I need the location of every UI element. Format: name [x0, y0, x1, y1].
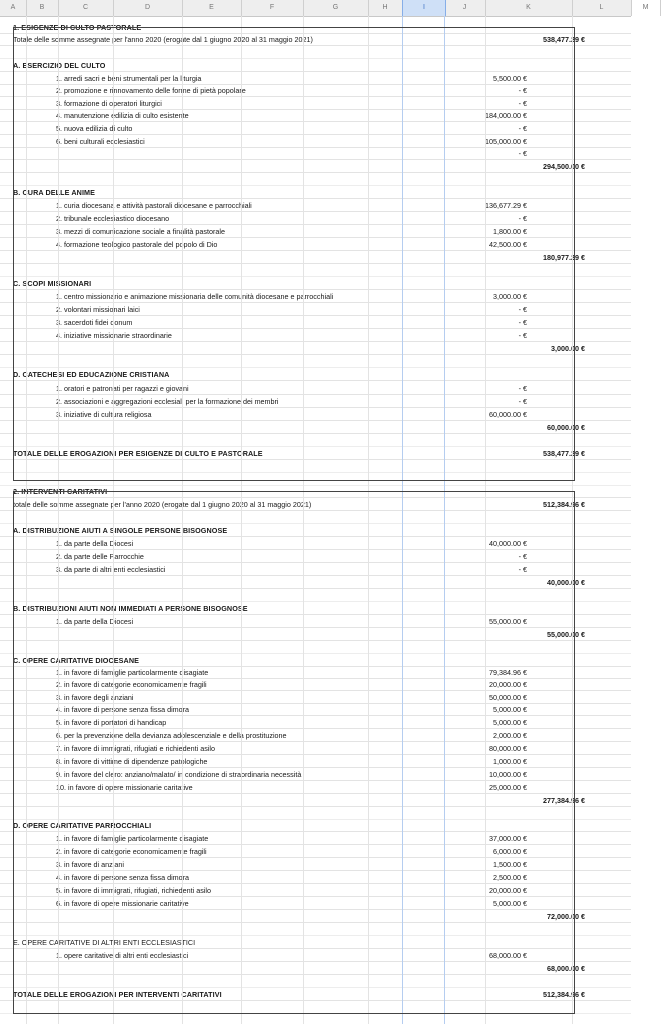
item-label-cell[interactable]: 5. nuova edilizia di culto [56, 124, 133, 133]
row-title-cell[interactable]: TOTALE DELLE EROGAZIONI PER ESIGENZE DI CULTO E PASTORALE [13, 449, 263, 458]
item-label-cell[interactable]: 1. opere caritative di altri enti ecclesiastici [56, 951, 189, 960]
item-label-cell[interactable]: 6. in favore di opere missionarie caritative [56, 899, 189, 908]
item-label-cell[interactable]: 3. iniziative di cultura religiosa [56, 410, 152, 419]
item-label-cell[interactable]: 2. tribunale ecclesiastico diocesano [56, 214, 170, 223]
amount-cell[interactable]: - € [518, 99, 527, 108]
item-label-cell[interactable]: 4. iniziative missionarie straordinarie [56, 331, 172, 340]
row-title-cell[interactable]: E. OPERE CARITATIVE DI ALTRI ENTI ECCLESIASTICI [13, 938, 196, 947]
item-label-cell[interactable]: 6. per la prevenzione della devianza adolescenziale e della prostituzione [56, 731, 287, 740]
item-label-cell[interactable]: 1. in favore di famiglie particolarmente disagiate [56, 668, 209, 677]
subtotal-cell[interactable]: 55,000.00 € [547, 630, 585, 639]
row-title-cell[interactable]: C. OPERE CARITATIVE DIOCESANE [13, 656, 140, 665]
item-label-cell[interactable]: 3. da parte di altri enti ecclesiastici [56, 565, 166, 574]
item-label-cell[interactable]: 3. in favore di anziani [56, 860, 124, 869]
column-header-g[interactable]: G [303, 0, 369, 16]
amount-cell[interactable]: 3,000.00 € [493, 292, 527, 301]
item-label-cell[interactable]: 1. centro missionario e animazione missionaria delle comunità diocesane e parrocchiali [56, 292, 334, 301]
amount-cell[interactable]: - € [518, 124, 527, 133]
item-label-cell[interactable]: 3. mezzi di comunicazione sociale a finalità pastorale [56, 227, 225, 236]
item-label-cell[interactable]: 3. formazione di operatori liturgici [56, 99, 162, 108]
amount-cell[interactable]: - € [518, 305, 527, 314]
amount-cell[interactable]: - € [518, 552, 527, 561]
amount-cell[interactable]: 25,000.00 € [489, 783, 527, 792]
item-label-cell[interactable]: 6. beni culturali ecclesiastici [56, 137, 145, 146]
row-title-cell[interactable]: TOTALE DELLE EROGAZIONI PER INTERVENTI CARITATIVI [13, 990, 222, 999]
amount-cell[interactable]: - € [518, 149, 527, 158]
subtotal-cell[interactable]: 3,000.00 € [551, 344, 585, 353]
section-border [13, 491, 575, 1014]
column-header-e[interactable]: E [182, 0, 242, 16]
subtotal-cell[interactable]: 512,384.96 € [543, 500, 585, 509]
item-label-cell[interactable]: 3. in favore degli anziani [56, 693, 134, 702]
amount-cell[interactable]: - € [518, 565, 527, 574]
column-header-d[interactable]: D [113, 0, 183, 16]
amount-cell[interactable]: 105,000.00 € [485, 137, 527, 146]
subtotal-cell[interactable]: 512,384.96 € [543, 990, 585, 999]
item-label-cell[interactable]: 4. in favore di persone senza fissa dimora [56, 873, 190, 882]
amount-cell[interactable]: - € [518, 397, 527, 406]
column-header-f[interactable]: F [241, 0, 304, 16]
item-label-cell[interactable]: 7. in favore di immigrati, rifugiati e richiedenti asilo [56, 744, 215, 753]
column-header-k[interactable]: K [485, 0, 573, 16]
amount-cell[interactable]: 10,000.00 € [489, 770, 527, 779]
subtotal-cell[interactable]: 72,000.00 € [547, 912, 585, 921]
row-title-cell[interactable]: D. CATECHESI ED EDUCAZIONE CRISTIANA [13, 370, 170, 379]
section-border [13, 27, 575, 481]
amount-cell[interactable]: 184,000.00 € [485, 111, 527, 120]
amount-cell[interactable]: 5,000.00 € [493, 899, 527, 908]
item-label-cell[interactable]: 1. curia diocesana e attività pastorali diocesane e parrocchiali [56, 201, 252, 210]
row-title-cell[interactable]: B. DISTRIBUZIONI AIUTI NON IMMEDIATI A PERSONE BISOGNOSE [13, 604, 248, 613]
column-header-c[interactable]: C [58, 0, 114, 16]
amount-cell[interactable]: 37,000.00 € [489, 834, 527, 843]
column-header-j[interactable]: J [444, 0, 486, 16]
item-label-cell[interactable]: 1. oratori e patronati per ragazzi e giovani [56, 384, 189, 393]
subtotal-cell[interactable]: 277,384.96 € [543, 796, 585, 805]
item-label-cell[interactable]: 3. sacerdoti fidei donum [56, 318, 133, 327]
amount-cell[interactable]: 5,000.00 € [493, 718, 527, 727]
item-label-cell[interactable]: 1. in favore di famiglie particolarmente disagiate [56, 834, 209, 843]
item-label-cell[interactable]: 2. in favore di categorie economicamente fragili [56, 680, 207, 689]
row-title-cell[interactable]: A. DISTRIBUZIONE AIUTI A SINGOLE PERSONE BISOGNOSE [13, 526, 228, 535]
row-title-cell[interactable]: Totale delle somme assegnate per l'anno 2020 (erogate dal 1 giugno 2020 al 31 maggio 2021) [13, 35, 313, 44]
item-label-cell[interactable]: 5. in favore di immigrati, rifugiati, richiedenti asilo [56, 886, 211, 895]
item-label-cell[interactable]: 1. arredi sacri e beni strumentali per la liturgia [56, 74, 202, 83]
amount-cell[interactable]: 20,000.00 € [489, 680, 527, 689]
amount-cell[interactable]: - € [518, 331, 527, 340]
column-header-l[interactable]: L [572, 0, 632, 16]
row-title-cell[interactable]: D. OPERE CARITATIVE PARROCCHIALI [13, 821, 152, 830]
amount-cell[interactable]: 80,000.00 € [489, 744, 527, 753]
amount-cell[interactable]: 50,000.00 € [489, 693, 527, 702]
column-header-i[interactable]: I [402, 0, 446, 16]
row-title-cell[interactable]: totale delle somme assegnate per l'anno 2020 (erogate dal 1 giugno 2020 al 31 maggio 2021) [13, 500, 312, 509]
amount-cell[interactable]: 1,000.00 € [493, 757, 527, 766]
amount-cell[interactable]: 5,000.00 € [493, 705, 527, 714]
row-title-cell[interactable]: 2. INTERVENTI CARITATIVI [13, 487, 108, 496]
amount-cell[interactable]: 136,677.29 € [485, 201, 527, 210]
item-label-cell[interactable]: 4. in favore di persone senza fissa dimora [56, 705, 190, 714]
item-label-cell[interactable]: 5. in favore di portatori di handicap [56, 718, 167, 727]
amount-cell[interactable]: 6,000.00 € [493, 847, 527, 856]
subtotal-cell[interactable]: 68,000.00 € [547, 964, 585, 973]
item-label-cell[interactable]: 1. da parte della Diocesi [56, 539, 134, 548]
row-title-cell[interactable]: C. SCOPI MISSIONARI [13, 279, 92, 288]
amount-cell[interactable]: - € [518, 214, 527, 223]
amount-cell[interactable]: 20,000.00 € [489, 886, 527, 895]
item-label-cell[interactable]: 4. formazione teologico pastorale del popolo di Dio [56, 240, 218, 249]
row-title-cell[interactable]: 1. ESIGENZE DI CULTO PASTORALE [13, 23, 142, 32]
amount-cell[interactable]: 79,384.96 € [489, 668, 527, 677]
amount-cell[interactable]: 1,800.00 € [493, 227, 527, 236]
subtotal-cell[interactable]: 60,000.00 € [547, 423, 585, 432]
amount-cell[interactable]: - € [518, 384, 527, 393]
column-header-m[interactable]: M [631, 0, 661, 16]
column-header-b[interactable]: B [26, 0, 59, 16]
amount-cell[interactable]: 2,500.00 € [493, 873, 527, 882]
subtotal-cell[interactable]: 180,977.29 € [543, 253, 585, 262]
item-label-cell[interactable]: 2. volontari missionari laici [56, 305, 140, 314]
item-label-cell[interactable]: 2. promozione e rinnovamento delle forme di pietà popolare [56, 86, 246, 95]
item-label-cell[interactable]: 1. da parte della Diocesi [56, 617, 134, 626]
subtotal-cell[interactable]: 40,000.00 € [547, 578, 585, 587]
column-header-a[interactable]: A [0, 0, 27, 16]
item-label-cell[interactable]: 10. in favore di opere missionarie caritative [56, 783, 193, 792]
row-title-cell[interactable]: A. ESERCIZIO DEL CULTO [13, 61, 106, 70]
amount-cell[interactable]: 5,500.00 € [493, 74, 527, 83]
amount-cell[interactable]: 1,500.00 € [493, 860, 527, 869]
amount-cell[interactable]: 60,000.00 € [489, 410, 527, 419]
amount-cell[interactable]: 68,000.00 € [489, 951, 527, 960]
item-label-cell[interactable]: 2. in favore di categorie economicamente fragili [56, 847, 207, 856]
amount-cell[interactable]: 42,500.00 € [489, 240, 527, 249]
item-label-cell[interactable]: 8. in favore di vittime di dipendenze patologiche [56, 757, 208, 766]
amount-cell[interactable]: - € [518, 318, 527, 327]
item-label-cell[interactable]: 4. manutenzione edilizia di culto esistente [56, 111, 189, 120]
item-label-cell[interactable]: 2. associazioni e aggregazioni ecclesiali per la formazione dei membri [56, 397, 279, 406]
subtotal-cell[interactable]: 538,477.29 € [543, 449, 585, 458]
row-title-cell[interactable]: B. CURA DELLE ANIME [13, 188, 96, 197]
subtotal-cell[interactable]: 294,500.00 € [543, 162, 585, 171]
amount-cell[interactable]: 2,000.00 € [493, 731, 527, 740]
amount-cell[interactable]: 55,000.00 € [489, 617, 527, 626]
column-header-h[interactable]: H [368, 0, 403, 16]
amount-cell[interactable]: - € [518, 86, 527, 95]
item-label-cell[interactable]: 2. da parte delle Parrocchie [56, 552, 144, 561]
item-label-cell[interactable]: 9. in favore del clero: anziano/malato/ in condizione di straordinaria necessità [56, 770, 302, 779]
column-header-bar [0, 0, 649, 17]
subtotal-cell[interactable]: 538,477.29 € [543, 35, 585, 44]
amount-cell[interactable]: 40,000.00 € [489, 539, 527, 548]
